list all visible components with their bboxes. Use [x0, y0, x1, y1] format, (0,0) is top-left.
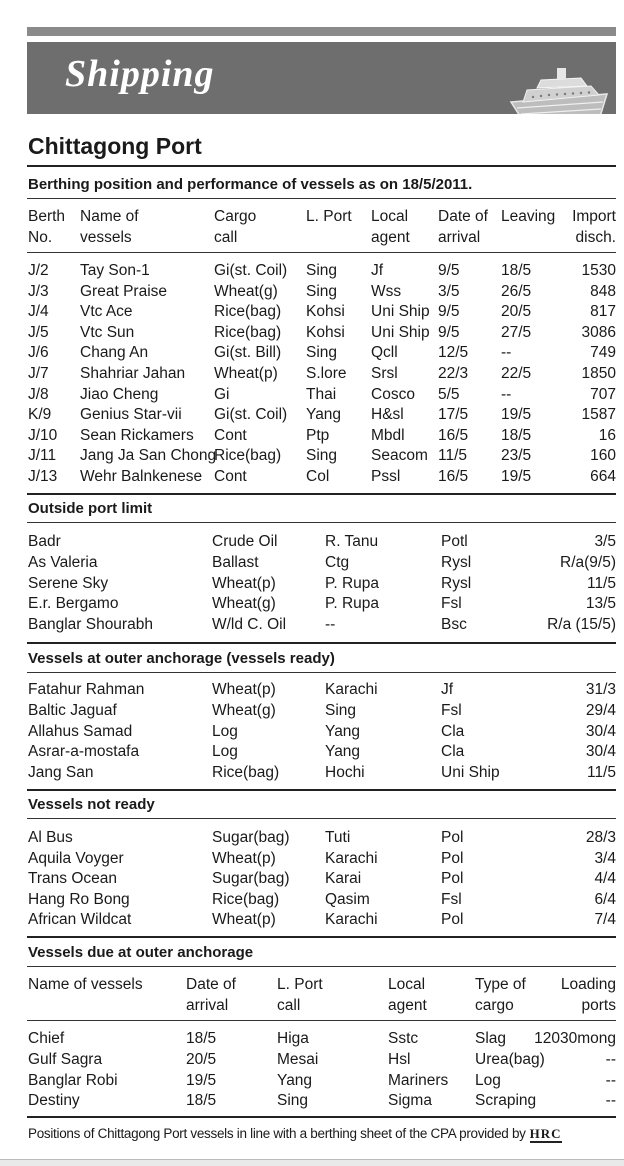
- table-row: [0, 702, 624, 722]
- cell-name: Destiny: [28, 1092, 80, 1110]
- cell-cargo: Urea(bag): [475, 1050, 545, 1068]
- cell-lport: Kohsi: [306, 303, 345, 321]
- cell-lport: Sing: [277, 1092, 309, 1110]
- cell-name: Tay Son-1: [80, 262, 150, 279]
- divider: [27, 642, 616, 644]
- cell-ports: --: [605, 1071, 616, 1089]
- cell-ports: --: [605, 1092, 616, 1110]
- cell-lport: Sing: [306, 447, 338, 465]
- cell-arrival: 18/5: [186, 1092, 217, 1110]
- notready-title: Vessels not ready: [28, 796, 155, 813]
- header-import-2: disch.: [575, 229, 616, 246]
- cell-date: 30/4: [585, 743, 616, 761]
- outside-title: Outside port limit: [28, 500, 153, 517]
- cell-import: 817: [590, 303, 616, 321]
- table-row: [0, 447, 624, 467]
- divider: [27, 165, 616, 167]
- cell-cargo: Gi(st. Coil): [214, 406, 288, 424]
- header-name-1: Name of: [80, 208, 139, 225]
- cell-cargo: Gi: [214, 385, 230, 403]
- cell-date: 11/5: [586, 574, 616, 592]
- due-header-lport-2: call: [277, 997, 301, 1014]
- table-row: [0, 911, 624, 931]
- cell-cargo: Wheat(g): [212, 701, 276, 719]
- cell-date: 30/4: [585, 722, 616, 740]
- cell-port: R. Tanu: [325, 533, 379, 550]
- table-row: [0, 681, 624, 701]
- cell-berth: J/3: [28, 282, 49, 300]
- cell-leaving: 26/5: [501, 282, 532, 300]
- cell-name: Hang Ro Bong: [28, 890, 130, 908]
- cell-berth: J/2: [28, 262, 49, 279]
- cell-arrival: 19/5: [186, 1071, 217, 1089]
- cell-name: African Wildcat: [28, 911, 132, 929]
- cell-arrival: 9/5: [438, 262, 460, 279]
- cell-name: Genius Star-vii: [80, 406, 182, 424]
- table-row: [0, 533, 624, 553]
- cell-arrival: 16/5: [438, 426, 469, 444]
- cell-agent: Pssl: [371, 468, 401, 485]
- cell-date: R/a(9/5): [560, 553, 616, 571]
- cell-leaving: 19/5: [501, 406, 532, 424]
- header-cargo-1: Cargo: [214, 208, 257, 225]
- divider: [27, 936, 616, 938]
- berthing-title: Berthing position and performance of vessels as on 18/5/2011.: [28, 176, 473, 193]
- cell-berth: J/13: [28, 468, 58, 485]
- table-row: [0, 1051, 624, 1071]
- cell-leaving: --: [501, 385, 512, 403]
- cell-cargo: Log: [212, 722, 238, 740]
- table-row: [0, 764, 624, 784]
- cell-lport: Col: [306, 468, 330, 485]
- cell-port: Ctg: [325, 553, 350, 571]
- cell-berth: J/8: [28, 385, 49, 403]
- cell-port: --: [325, 616, 336, 634]
- table-row: [0, 1092, 624, 1112]
- table-row: [0, 303, 624, 323]
- table-row: [0, 262, 624, 282]
- divider: [27, 672, 616, 673]
- cell-name: Fatahur Rahman: [28, 681, 145, 698]
- header-agent-2: agent: [371, 229, 410, 246]
- cell-port: Karachi: [325, 681, 378, 698]
- cell-date: 29/4: [585, 701, 616, 719]
- cell-cargo: Sugar(bag): [212, 870, 290, 888]
- due-header-cargo-2: cargo: [475, 997, 514, 1014]
- due-header-lport-1: L. Port: [277, 976, 323, 993]
- cell-agent: Cosco: [371, 385, 415, 403]
- cell-name: Jiao Cheng: [80, 385, 159, 403]
- cell-agent: Pol: [441, 829, 464, 846]
- cell-leaving: 18/5: [501, 262, 532, 279]
- cell-agent: Rysl: [441, 553, 472, 571]
- cell-cargo: Wheat(p): [212, 911, 276, 929]
- cell-leaving: 19/5: [501, 468, 532, 485]
- cell-import: 1587: [581, 406, 616, 424]
- cell-arrival: 22/3: [438, 365, 469, 382]
- cell-agent: Fsl: [441, 890, 462, 908]
- cell-agent: Qcll: [371, 344, 398, 362]
- cell-cargo: Log: [212, 743, 238, 761]
- cell-agent: Jf: [441, 681, 454, 698]
- cell-cargo: Rice(bag): [212, 890, 280, 908]
- table-row: [0, 723, 624, 743]
- table-row: [0, 365, 624, 385]
- cell-berth: J/4: [28, 303, 49, 321]
- cell-name: Badr: [28, 533, 61, 550]
- ready-title: Vessels at outer anchorage (vessels ready): [28, 650, 335, 667]
- cell-arrival: 18/5: [186, 1030, 217, 1047]
- cell-import: 160: [590, 447, 616, 465]
- header-cargo-2: call: [214, 229, 238, 246]
- cell-arrival: 20/5: [186, 1050, 217, 1068]
- cell-date: R/a (15/5): [547, 616, 616, 634]
- cell-date: 13/5: [585, 595, 616, 613]
- cell-cargo: Crude Oil: [212, 533, 278, 550]
- cell-name: Asrar-a-mostafa: [28, 743, 140, 761]
- cell-berth: K/9: [28, 406, 52, 424]
- cell-lport: Sing: [306, 344, 338, 362]
- cell-arrival: 12/5: [438, 344, 469, 362]
- due-header-arrival-2: arrival: [186, 997, 229, 1014]
- cell-cargo: W/ld C. Oil: [212, 616, 287, 634]
- cell-agent: Potl: [441, 533, 468, 550]
- cell-arrival: 17/5: [438, 406, 469, 424]
- header-berth-1: Berth: [28, 208, 66, 225]
- table-row: [0, 1072, 624, 1092]
- cell-name: Vtc Sun: [80, 323, 135, 341]
- divider: [27, 522, 616, 523]
- cell-agent: Seacom: [371, 447, 428, 465]
- cell-name: Baltic Jaguaf: [28, 701, 117, 719]
- header-agent-1: Local: [371, 208, 409, 225]
- page-title: Chittagong Port: [28, 133, 202, 159]
- cell-date: 3/5: [594, 533, 616, 550]
- cell-cargo: Scraping: [475, 1092, 537, 1110]
- cell-port: Karachi: [325, 849, 378, 867]
- cell-agent: Mbdl: [371, 426, 405, 444]
- cell-berth: J/6: [28, 344, 49, 362]
- cell-lport: Thai: [306, 385, 337, 403]
- cell-date: 11/5: [586, 764, 616, 782]
- table-row: [0, 743, 624, 763]
- cell-name: Trans Ocean: [28, 870, 118, 888]
- cell-cargo: Gi(st. Bill): [214, 344, 282, 362]
- cell-arrival: 16/5: [438, 468, 469, 485]
- header-berth-2: No.: [28, 229, 53, 246]
- table-row: [0, 406, 624, 426]
- cell-cargo: Slag: [475, 1030, 507, 1047]
- cell-name: Vtc Ace: [80, 303, 133, 321]
- cell-agent: Pol: [441, 849, 464, 867]
- cell-port: P. Rupa: [325, 574, 380, 592]
- cell-date: 3/4: [594, 849, 616, 867]
- due-title: Vessels due at outer anchorage: [28, 944, 254, 961]
- cell-arrival: 11/5: [438, 447, 468, 465]
- cell-date: 28/3: [585, 829, 616, 846]
- cell-date: 4/4: [594, 870, 616, 888]
- cell-agent: Uni Ship: [371, 323, 430, 341]
- table-row: [0, 595, 624, 615]
- cell-port: Sing: [325, 701, 357, 719]
- divider: [27, 493, 616, 495]
- cell-arrival: 5/5: [438, 385, 460, 403]
- table-row: [0, 427, 624, 447]
- header-arrival-1: Date of: [438, 208, 488, 225]
- header-lport: L. Port: [306, 208, 352, 225]
- cell-cargo: Wheat(p): [212, 681, 276, 698]
- cell-agent: Cla: [441, 743, 465, 761]
- cell-berth: J/11: [28, 447, 57, 465]
- cell-import: 749: [590, 344, 616, 362]
- cell-agent: Bsc: [441, 616, 467, 634]
- footer-note: [28, 1126, 562, 1142]
- cell-port: Tuti: [325, 829, 351, 846]
- cruise-ship-icon: [507, 64, 616, 114]
- cell-name: Al Bus: [28, 829, 73, 846]
- cell-port: Qasim: [325, 890, 370, 908]
- divider: [27, 1116, 616, 1118]
- cell-berth: J/10: [28, 426, 58, 444]
- cell-cargo: Wheat(p): [212, 574, 276, 592]
- cell-lport: S.lore: [306, 365, 347, 382]
- cell-cargo: Sugar(bag): [212, 829, 290, 846]
- cell-name: Chang An: [80, 344, 149, 362]
- cell-port: Hochi: [325, 764, 365, 782]
- table-row: [0, 891, 624, 911]
- cell-lport: Ptp: [306, 426, 330, 444]
- cell-cargo: Ballast: [212, 553, 259, 571]
- cell-import: 1530: [581, 262, 616, 279]
- cell-cargo: Rice(bag): [214, 447, 282, 465]
- cell-agent: Mariners: [388, 1071, 449, 1089]
- cell-ports: 12030mong: [534, 1030, 616, 1047]
- due-header-agent-2: agent: [388, 997, 427, 1014]
- cell-cargo: Rice(bag): [214, 303, 282, 321]
- cell-agent: Sstc: [388, 1030, 419, 1047]
- due-header-cargo-1: Type of: [475, 976, 526, 993]
- header-leaving: Leaving: [501, 208, 556, 225]
- cell-port: Yang: [325, 722, 361, 740]
- cell-name: Sean Rickamers: [80, 426, 194, 444]
- cell-agent: Cla: [441, 722, 465, 740]
- cell-name: Great Praise: [80, 282, 168, 300]
- footer-text: Positions of Chittagong Port vessels in line with a berthing sheet of the CPA provided by: [28, 1126, 526, 1141]
- divider: [27, 198, 616, 199]
- header-name-2: vessels: [80, 229, 132, 246]
- cell-agent: H&sl: [371, 406, 404, 424]
- cell-cargo: Rice(bag): [214, 323, 282, 341]
- cell-berth: J/7: [28, 365, 49, 382]
- divider: [27, 789, 616, 791]
- table-row: [0, 616, 624, 636]
- cell-date: 7/4: [594, 911, 616, 929]
- header-arrival-2: arrival: [438, 229, 481, 246]
- cell-import: 848: [590, 282, 616, 300]
- cell-berth: J/5: [28, 323, 49, 341]
- cell-lport: Sing: [306, 282, 338, 300]
- table-row: [0, 386, 624, 406]
- table-row: [0, 829, 624, 849]
- due-header-agent-1: Local: [388, 976, 426, 993]
- cell-agent: Uni Ship: [441, 764, 500, 782]
- hrc-logo: HRC: [529, 1126, 562, 1141]
- cell-import: 16: [598, 426, 616, 444]
- cell-lport: Kohsi: [306, 323, 345, 341]
- cell-agent: Wss: [371, 282, 402, 300]
- cell-name: E.r. Bergamo: [28, 595, 119, 613]
- cell-arrival: 9/5: [438, 323, 460, 341]
- divider: [27, 1020, 616, 1021]
- cell-cargo: Log: [475, 1071, 501, 1089]
- cell-port: P. Rupa: [325, 595, 380, 613]
- cell-cargo: Cont: [214, 426, 247, 444]
- cell-name: Serene Sky: [28, 574, 109, 592]
- cell-name: Allahus Samad: [28, 722, 133, 740]
- cell-name: Banglar Shourabh: [28, 616, 153, 634]
- cell-agent: Srsl: [371, 365, 398, 382]
- cell-name: Banglar Robi: [28, 1071, 118, 1089]
- cell-agent: Pol: [441, 870, 464, 888]
- cell-leaving: 23/5: [501, 447, 532, 465]
- cell-leaving: 27/5: [501, 323, 532, 341]
- cell-agent: Rysl: [441, 574, 472, 592]
- cell-agent: Hsl: [388, 1050, 411, 1068]
- due-header-arrival-1: Date of: [186, 976, 236, 993]
- table-row: [0, 283, 624, 303]
- cell-leaving: 22/5: [501, 365, 532, 382]
- banner-title: Shipping: [65, 53, 215, 95]
- cell-agent: Pol: [441, 911, 464, 929]
- due-header-ports-1: Loading: [560, 976, 616, 993]
- cell-cargo: Wheat(g): [214, 282, 278, 300]
- cell-cargo: Cont: [214, 468, 247, 485]
- cell-cargo: Rice(bag): [212, 764, 280, 782]
- cell-port: Karai: [325, 870, 362, 888]
- cell-name: As Valeria: [28, 553, 98, 571]
- cell-arrival: 9/5: [438, 303, 460, 321]
- cell-agent: Sigma: [388, 1092, 432, 1110]
- table-row: [0, 344, 624, 364]
- cell-import: 3086: [581, 323, 616, 341]
- cell-lport: Mesai: [277, 1050, 319, 1068]
- cell-name: Shahriar Jahan: [80, 365, 186, 382]
- table-row: [0, 850, 624, 870]
- table-row: [0, 324, 624, 344]
- cell-lport: Higa: [277, 1030, 309, 1047]
- header-import-1: Import: [572, 208, 616, 225]
- cell-date: 6/4: [594, 890, 616, 908]
- divider: [27, 966, 616, 967]
- table-row: [0, 575, 624, 595]
- cell-cargo: Wheat(p): [212, 849, 276, 867]
- table-row: [0, 554, 624, 574]
- cell-import: 1850: [581, 365, 616, 382]
- cell-agent: Uni Ship: [371, 303, 430, 321]
- cell-name: Jang San: [28, 764, 94, 782]
- cell-date: 31/3: [585, 681, 616, 698]
- table-row: [0, 468, 624, 488]
- cell-lport: Yang: [306, 406, 342, 424]
- cell-leaving: --: [501, 344, 512, 362]
- cell-name: Gulf Sagra: [28, 1050, 103, 1068]
- cell-agent: Jf: [371, 262, 384, 279]
- cell-lport: Yang: [277, 1071, 313, 1089]
- divider: [27, 252, 616, 253]
- cell-import: 664: [590, 468, 616, 485]
- cell-arrival: 3/5: [438, 282, 460, 300]
- section-banner: [27, 42, 616, 114]
- cell-lport: Sing: [306, 262, 338, 279]
- cell-agent: Fsl: [441, 595, 462, 613]
- cell-name: Chief: [28, 1030, 65, 1047]
- cell-name: Jang Ja San Chong: [80, 447, 217, 465]
- cell-name: Aquila Voyger: [28, 849, 124, 867]
- cell-import: 707: [590, 385, 616, 403]
- due-header-ports-2: ports: [581, 997, 616, 1014]
- table-row: [0, 1030, 624, 1050]
- cell-leaving: 20/5: [501, 303, 532, 321]
- cell-port: Karachi: [325, 911, 378, 929]
- due-header-name: Name of vessels: [28, 976, 143, 993]
- cell-cargo: Wheat(p): [214, 365, 278, 382]
- cell-port: Yang: [325, 743, 361, 761]
- table-row: [0, 870, 624, 890]
- cell-leaving: 18/5: [501, 426, 532, 444]
- top-rule: [27, 27, 616, 36]
- cell-cargo: Gi(st. Coil): [214, 262, 288, 279]
- cell-ports: --: [605, 1050, 616, 1068]
- divider: [27, 818, 616, 819]
- cell-cargo: Wheat(g): [212, 595, 276, 613]
- cell-name: Wehr Balnkenese: [80, 468, 203, 485]
- cell-agent: Fsl: [441, 701, 462, 719]
